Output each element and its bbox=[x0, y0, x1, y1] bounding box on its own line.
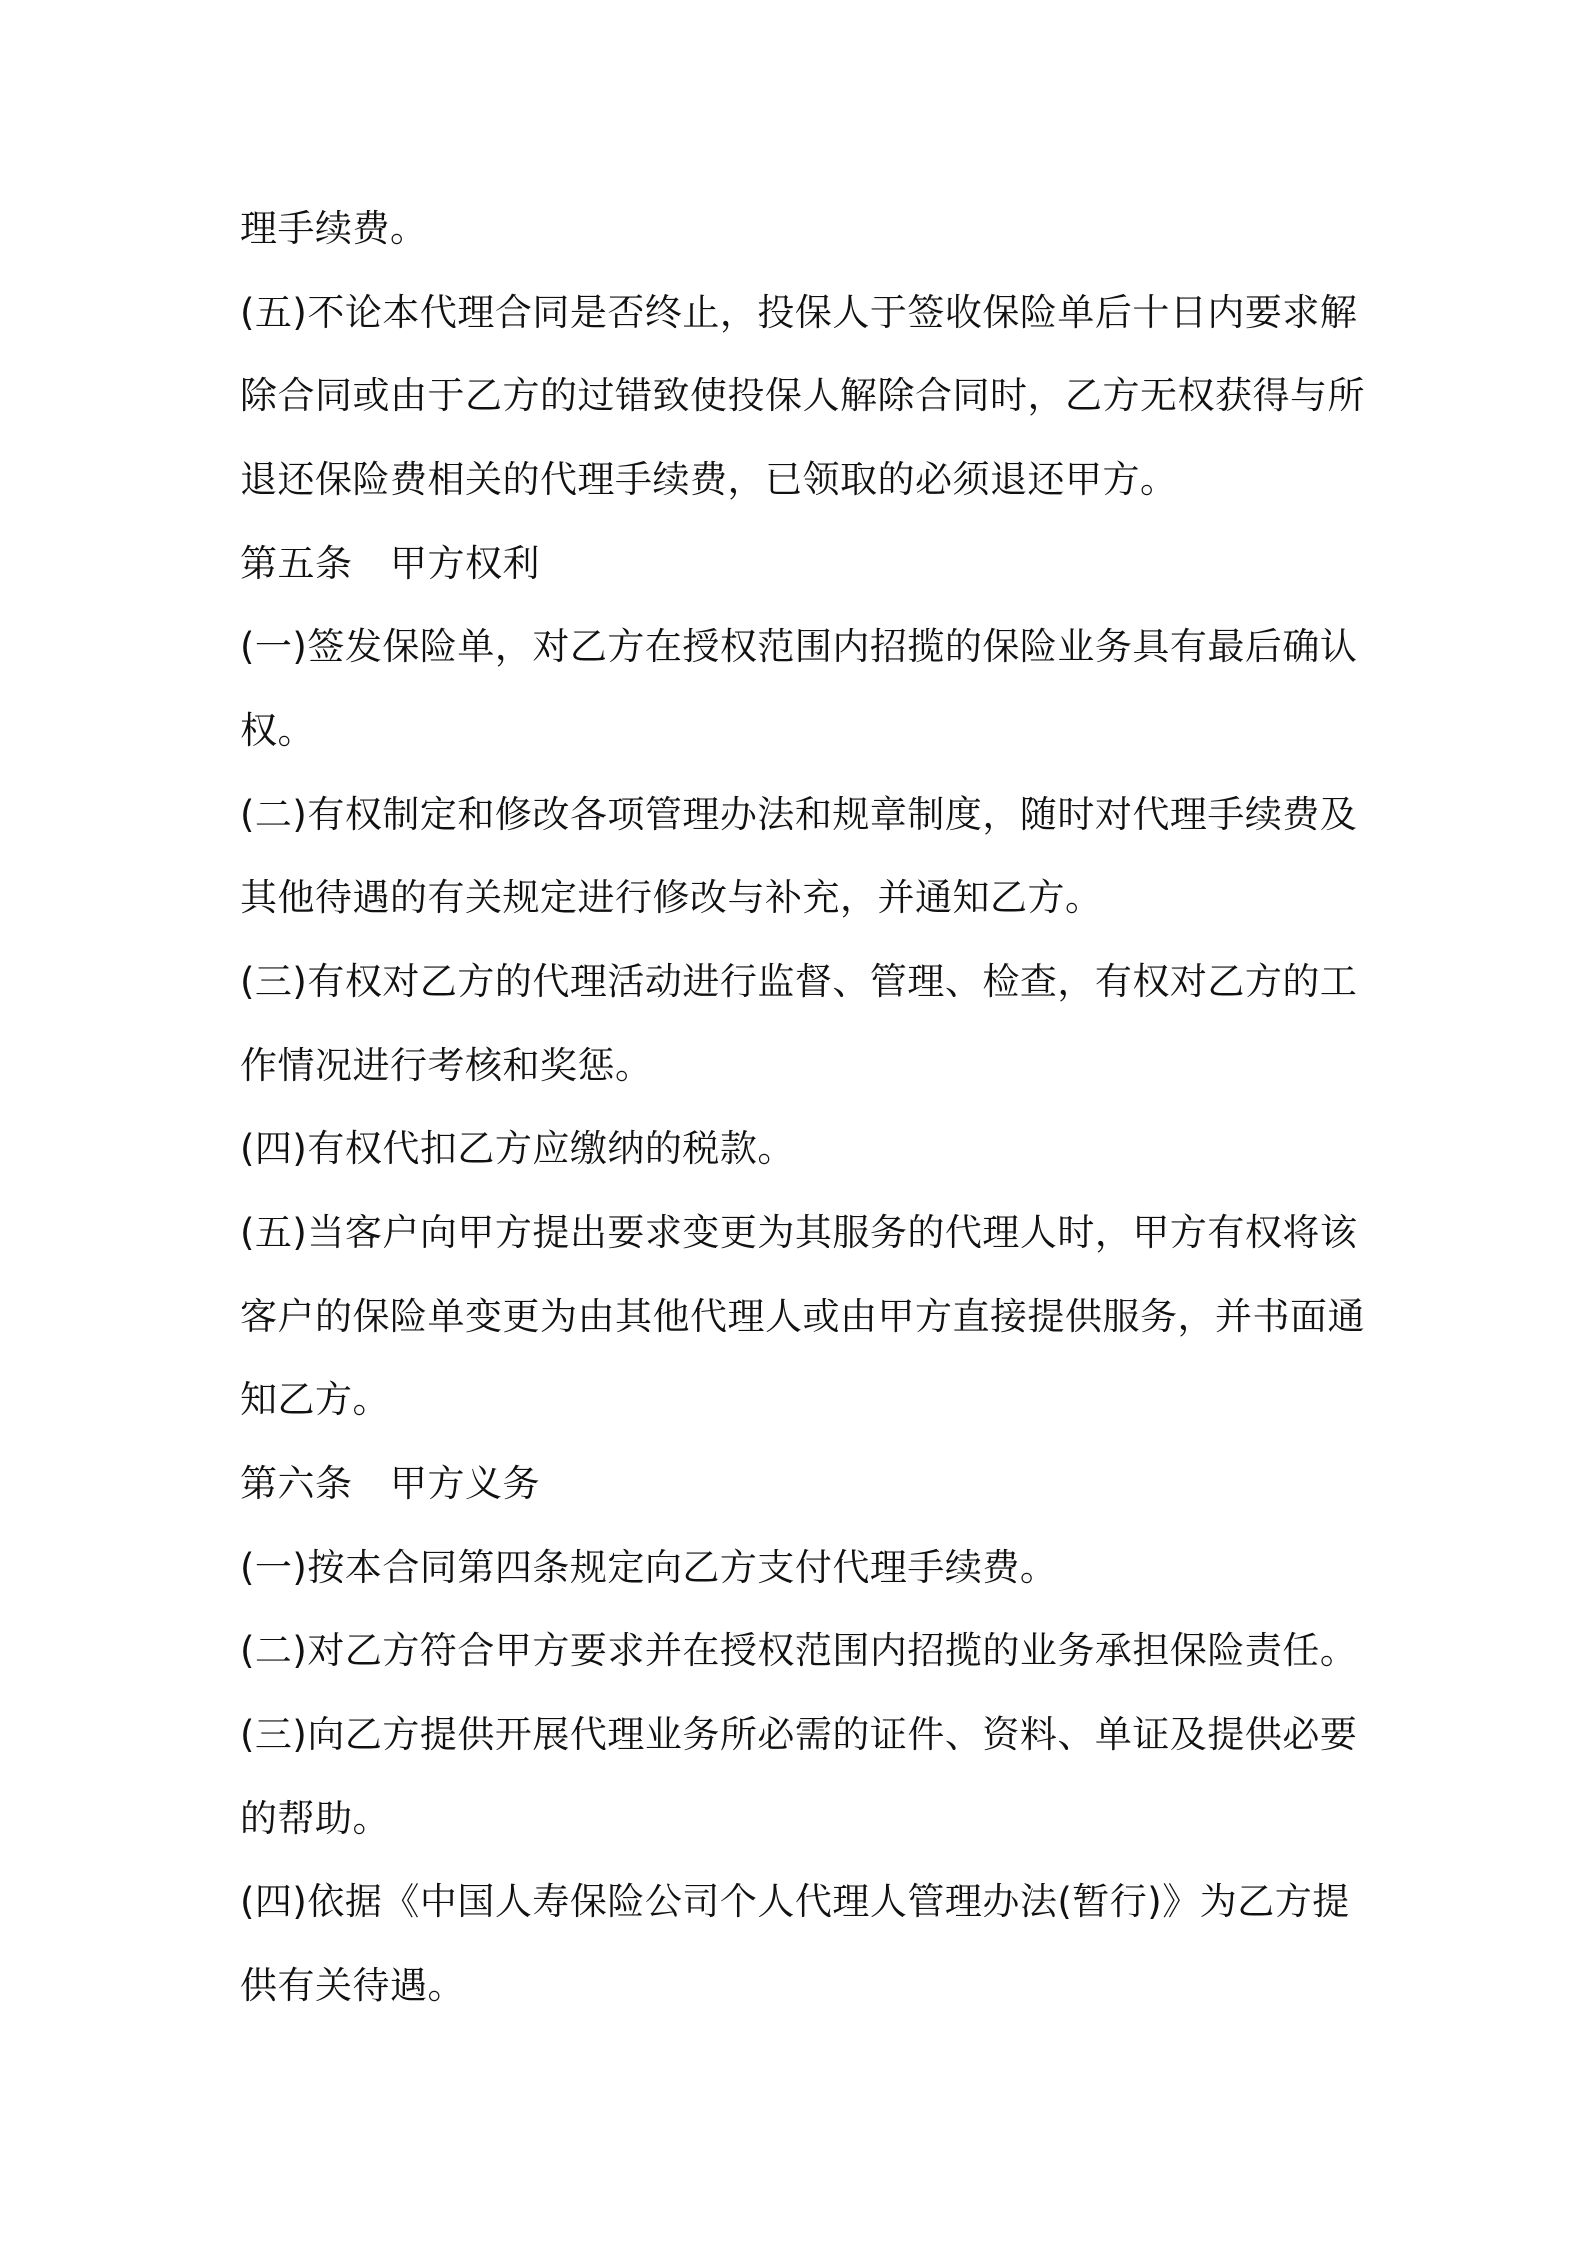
text-line: (二)有权制定和修改各项管理办法和规章制度，随时对代理手续费及 bbox=[240, 793, 1358, 836]
text-line: 客户的保险单变更为由其他代理人或由甲方直接提供服务，并书面通 bbox=[240, 1295, 1365, 1338]
text-line: 知乙方。 bbox=[240, 1378, 390, 1421]
text-line: 退还保险费相关的代理手续费，已领取的必须退还甲方。 bbox=[240, 458, 1178, 501]
text-line: (五)不论本代理合同是否终止，投保人于签收保险单后十日内要求解 bbox=[240, 291, 1358, 334]
text-line: 其他待遇的有关规定进行修改与补充，并通知乙方。 bbox=[240, 876, 1103, 919]
text-line: 除合同或由于乙方的过错致使投保人解除合同时，乙方无权获得与所 bbox=[240, 374, 1365, 417]
text-line: (一)按本合同第四条规定向乙方支付代理手续费。 bbox=[240, 1546, 1058, 1589]
section-heading: 第六条 甲方义务 bbox=[240, 1462, 540, 1505]
text-line: (三)向乙方提供开展代理业务所必需的证件、资料、单证及提供必要 bbox=[240, 1713, 1358, 1756]
text-line: 作情况进行考核和奖惩。 bbox=[240, 1044, 653, 1087]
text-line: (一)签发保险单，对乙方在授权范围内招揽的保险业务具有最后确认 bbox=[240, 625, 1358, 668]
text-line: (五)当客户向甲方提出要求变更为其服务的代理人时，甲方有权将该 bbox=[240, 1211, 1358, 1254]
text-line: (二)对乙方符合甲方要求并在授权范围内招揽的业务承担保险责任。 bbox=[240, 1629, 1358, 1672]
text-line: (四)有权代扣乙方应缴纳的税款。 bbox=[240, 1127, 795, 1170]
text-line: 理手续费。 bbox=[240, 207, 428, 250]
text-line: 权。 bbox=[240, 709, 315, 752]
text-line: (三)有权对乙方的代理活动进行监督、管理、检查，有权对乙方的工 bbox=[240, 960, 1358, 1003]
text-line: 供有关待遇。 bbox=[240, 1964, 465, 2007]
section-heading: 第五条 甲方权利 bbox=[240, 542, 540, 585]
text-line: (四)依据《中国人寿保险公司个人代理人管理办法(暂行)》为乙方提 bbox=[240, 1880, 1350, 1923]
text-line: 的帮助。 bbox=[240, 1797, 390, 1840]
